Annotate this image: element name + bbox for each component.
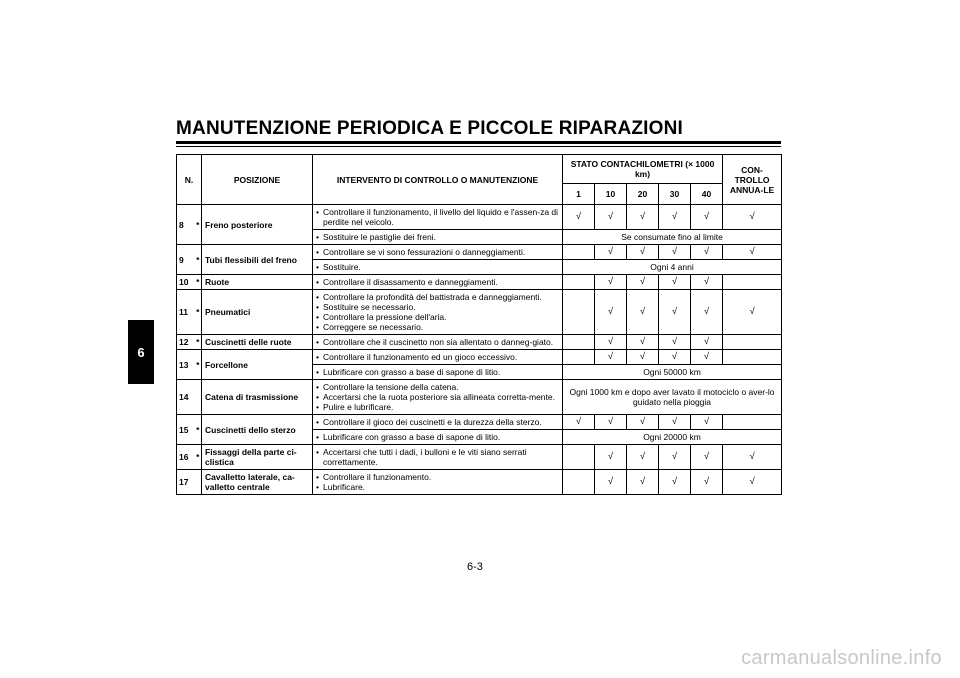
- row-position: Catena di trasmissione: [202, 380, 313, 415]
- empty-cell: [723, 415, 782, 430]
- header-km-1: 1: [563, 184, 595, 205]
- header-row: [177, 155, 782, 184]
- action-list: [316, 382, 559, 412]
- interval-note: Ogni 1000 km e dopo aver lavato il motociclo o aver-lo guidato nella pioggia: [563, 380, 782, 415]
- row-action: [313, 290, 563, 335]
- row-action: [313, 430, 563, 445]
- check-mark: √: [627, 205, 659, 230]
- header-action: INTERVENTO DI CONTROLLO O MANUTENZIONE: [313, 155, 563, 205]
- header-odometer: STATO CONTACHILOMETRI (× 1000 km): [563, 155, 723, 184]
- row-action: [313, 230, 563, 245]
- header-num: N.: [177, 155, 202, 205]
- row-action: [313, 365, 563, 380]
- action-item: • Controllare il gioco dei cuscinetti e la durezza della sterzo.: [316, 417, 559, 427]
- action-list: [316, 292, 559, 332]
- check-mark: √: [659, 445, 691, 470]
- check-mark: √: [595, 350, 627, 365]
- check-mark: √: [691, 350, 723, 365]
- row-action: [313, 205, 563, 230]
- check-mark: √: [627, 350, 659, 365]
- row-action: [313, 245, 563, 260]
- check-mark: √: [659, 275, 691, 290]
- page-number: 6-3: [467, 561, 483, 573]
- row-marker: [195, 470, 202, 495]
- empty-cell: [563, 470, 595, 495]
- header-km-40: 40: [691, 184, 723, 205]
- check-mark: √: [723, 445, 782, 470]
- table-row: [177, 470, 782, 495]
- row-number: 13: [177, 350, 195, 380]
- check-mark: √: [659, 470, 691, 495]
- check-mark: √: [659, 290, 691, 335]
- interval-note: Se consumate fino al limite: [563, 230, 782, 245]
- header-annual: CON-TROLLO ANNUA-LE: [723, 155, 782, 205]
- row-action: [313, 380, 563, 415]
- row-number: 9: [177, 245, 195, 275]
- check-mark: √: [627, 275, 659, 290]
- row-number: 11: [177, 290, 195, 335]
- check-mark: √: [723, 245, 782, 260]
- title-rule-thin: [176, 146, 781, 147]
- check-mark: √: [627, 290, 659, 335]
- row-marker: *: [195, 350, 202, 380]
- action-list: [316, 262, 559, 272]
- empty-cell: [723, 350, 782, 365]
- row-position: Cuscinetti dello sterzo: [202, 415, 313, 445]
- maintenance-table: [176, 154, 782, 495]
- action-list: [316, 337, 559, 347]
- row-position: Freno posteriore: [202, 205, 313, 245]
- action-item: • Sostituire le pastiglie dei freni.: [316, 232, 559, 242]
- row-action: [313, 350, 563, 365]
- action-list: [316, 232, 559, 242]
- check-mark: √: [659, 335, 691, 350]
- check-mark: √: [595, 245, 627, 260]
- check-mark: √: [595, 275, 627, 290]
- check-mark: √: [627, 335, 659, 350]
- action-list: [316, 367, 559, 377]
- action-item: • Controllare la tensione della catena.: [316, 382, 559, 392]
- header-km-10: 10: [595, 184, 627, 205]
- action-item: • Pulire e lubrificare.: [316, 402, 559, 412]
- watermark: carmanualsonline.info: [741, 647, 942, 669]
- table-body: [177, 205, 782, 495]
- table-row: [177, 275, 782, 290]
- check-mark: √: [723, 290, 782, 335]
- action-item: • Correggere se necessario.: [316, 322, 559, 332]
- check-mark: √: [659, 415, 691, 430]
- action-list: [316, 277, 559, 287]
- interval-note: Ogni 4 anni: [563, 260, 782, 275]
- action-list: [316, 352, 559, 362]
- check-mark: √: [723, 470, 782, 495]
- check-mark: √: [723, 205, 782, 230]
- action-list: [316, 247, 559, 257]
- check-mark: √: [595, 335, 627, 350]
- table-row: [177, 245, 782, 260]
- header-km-20: 20: [627, 184, 659, 205]
- row-marker: *: [195, 205, 202, 245]
- action-list: [316, 432, 559, 442]
- check-mark: √: [627, 445, 659, 470]
- row-number: 14: [177, 380, 195, 415]
- check-mark: √: [563, 205, 595, 230]
- row-position: Pneumatici: [202, 290, 313, 335]
- row-position: Forcellone: [202, 350, 313, 380]
- empty-cell: [563, 445, 595, 470]
- row-position: Tubi flessibili del freno: [202, 245, 313, 275]
- check-mark: √: [691, 290, 723, 335]
- row-marker: *: [195, 245, 202, 275]
- action-item: • Controllare se vi sono fessurazioni o danneggiamenti.: [316, 247, 559, 257]
- check-mark: √: [627, 245, 659, 260]
- action-list: [316, 472, 559, 492]
- row-position: Cuscinetti delle ruote: [202, 335, 313, 350]
- chapter-tab-label: 6: [137, 344, 145, 360]
- action-item: • Controllare il disassamento e danneggiamenti.: [316, 277, 559, 287]
- action-item: • Lubrificare con grasso a base di sapone di litio.: [316, 432, 559, 442]
- row-marker: [195, 380, 202, 415]
- check-mark: √: [595, 415, 627, 430]
- check-mark: √: [627, 470, 659, 495]
- header-position: POSIZIONE: [202, 155, 313, 205]
- check-mark: √: [627, 415, 659, 430]
- check-mark: √: [595, 445, 627, 470]
- action-item: • Sostituire se necessario.: [316, 302, 559, 312]
- empty-cell: [563, 245, 595, 260]
- interval-note: Ogni 50000 km: [563, 365, 782, 380]
- row-marker: *: [195, 290, 202, 335]
- table-row: [177, 205, 782, 230]
- check-mark: √: [659, 205, 691, 230]
- empty-cell: [563, 290, 595, 335]
- check-mark: √: [659, 350, 691, 365]
- empty-cell: [723, 275, 782, 290]
- interval-note: Ogni 20000 km: [563, 430, 782, 445]
- action-list: [316, 417, 559, 427]
- table-row: [177, 380, 782, 415]
- header-km-30: 30: [659, 184, 691, 205]
- action-item: • Controllare che il cuscinetto non sia allentato o danneg-giato.: [316, 337, 559, 347]
- check-mark: √: [691, 470, 723, 495]
- row-action: [313, 335, 563, 350]
- action-item: • Lubrificare.: [316, 482, 559, 492]
- table-row: [177, 290, 782, 335]
- table-row: [177, 335, 782, 350]
- check-mark: √: [691, 245, 723, 260]
- row-action: [313, 445, 563, 470]
- action-item: • Sostituire.: [316, 262, 559, 272]
- action-item: • Controllare la pressione dell'aria.: [316, 312, 559, 322]
- check-mark: √: [691, 415, 723, 430]
- check-mark: √: [691, 275, 723, 290]
- row-position: Ruote: [202, 275, 313, 290]
- empty-cell: [563, 350, 595, 365]
- check-mark: √: [659, 245, 691, 260]
- row-action: [313, 275, 563, 290]
- row-position: Cavalletto laterale, ca-valletto centrale: [202, 470, 313, 495]
- action-item: • Controllare il funzionamento.: [316, 472, 559, 482]
- table-row: [177, 445, 782, 470]
- title-rule-thick: [176, 141, 781, 144]
- check-mark: √: [595, 290, 627, 335]
- action-item: • Accertarsi che tutti i dadi, i bulloni e le viti siano serrati correttamente.: [316, 447, 559, 467]
- row-action: [313, 260, 563, 275]
- row-number: 8: [177, 205, 195, 245]
- action-item: • Accertarsi che la ruota posteriore sia allineata corretta-mente.: [316, 392, 559, 402]
- empty-cell: [723, 335, 782, 350]
- action-list: [316, 207, 559, 227]
- row-number: 15: [177, 415, 195, 445]
- check-mark: √: [595, 470, 627, 495]
- row-position: Fissaggi della parte ci-clistica: [202, 445, 313, 470]
- action-item: • Controllare la profondità del battistrada e danneggiamenti.: [316, 292, 559, 302]
- check-mark: √: [691, 335, 723, 350]
- row-number: 10: [177, 275, 195, 290]
- check-mark: √: [691, 445, 723, 470]
- check-mark: √: [595, 205, 627, 230]
- row-marker: *: [195, 445, 202, 470]
- check-mark: √: [563, 415, 595, 430]
- row-number: 17: [177, 470, 195, 495]
- action-item: • Lubrificare con grasso a base di sapone di litio.: [316, 367, 559, 377]
- row-marker: *: [195, 335, 202, 350]
- action-list: [316, 447, 559, 467]
- table-row: [177, 415, 782, 430]
- check-mark: √: [691, 205, 723, 230]
- action-item: • Controllare il funzionamento ed un gioco eccessivo.: [316, 352, 559, 362]
- row-marker: *: [195, 275, 202, 290]
- empty-cell: [563, 335, 595, 350]
- row-action: [313, 415, 563, 430]
- chapter-tab: [128, 320, 154, 384]
- page-title: MANUTENZIONE PERIODICA E PICCOLE RIPARAZIONI: [176, 118, 684, 139]
- row-action: [313, 470, 563, 495]
- action-item: • Controllare il funzionamento, il livello del liquido e l'assen-za di perdite nel veicolo.: [316, 207, 559, 227]
- empty-cell: [563, 275, 595, 290]
- row-marker: *: [195, 415, 202, 445]
- row-number: 16: [177, 445, 195, 470]
- row-number: 12: [177, 335, 195, 350]
- table-row: [177, 350, 782, 365]
